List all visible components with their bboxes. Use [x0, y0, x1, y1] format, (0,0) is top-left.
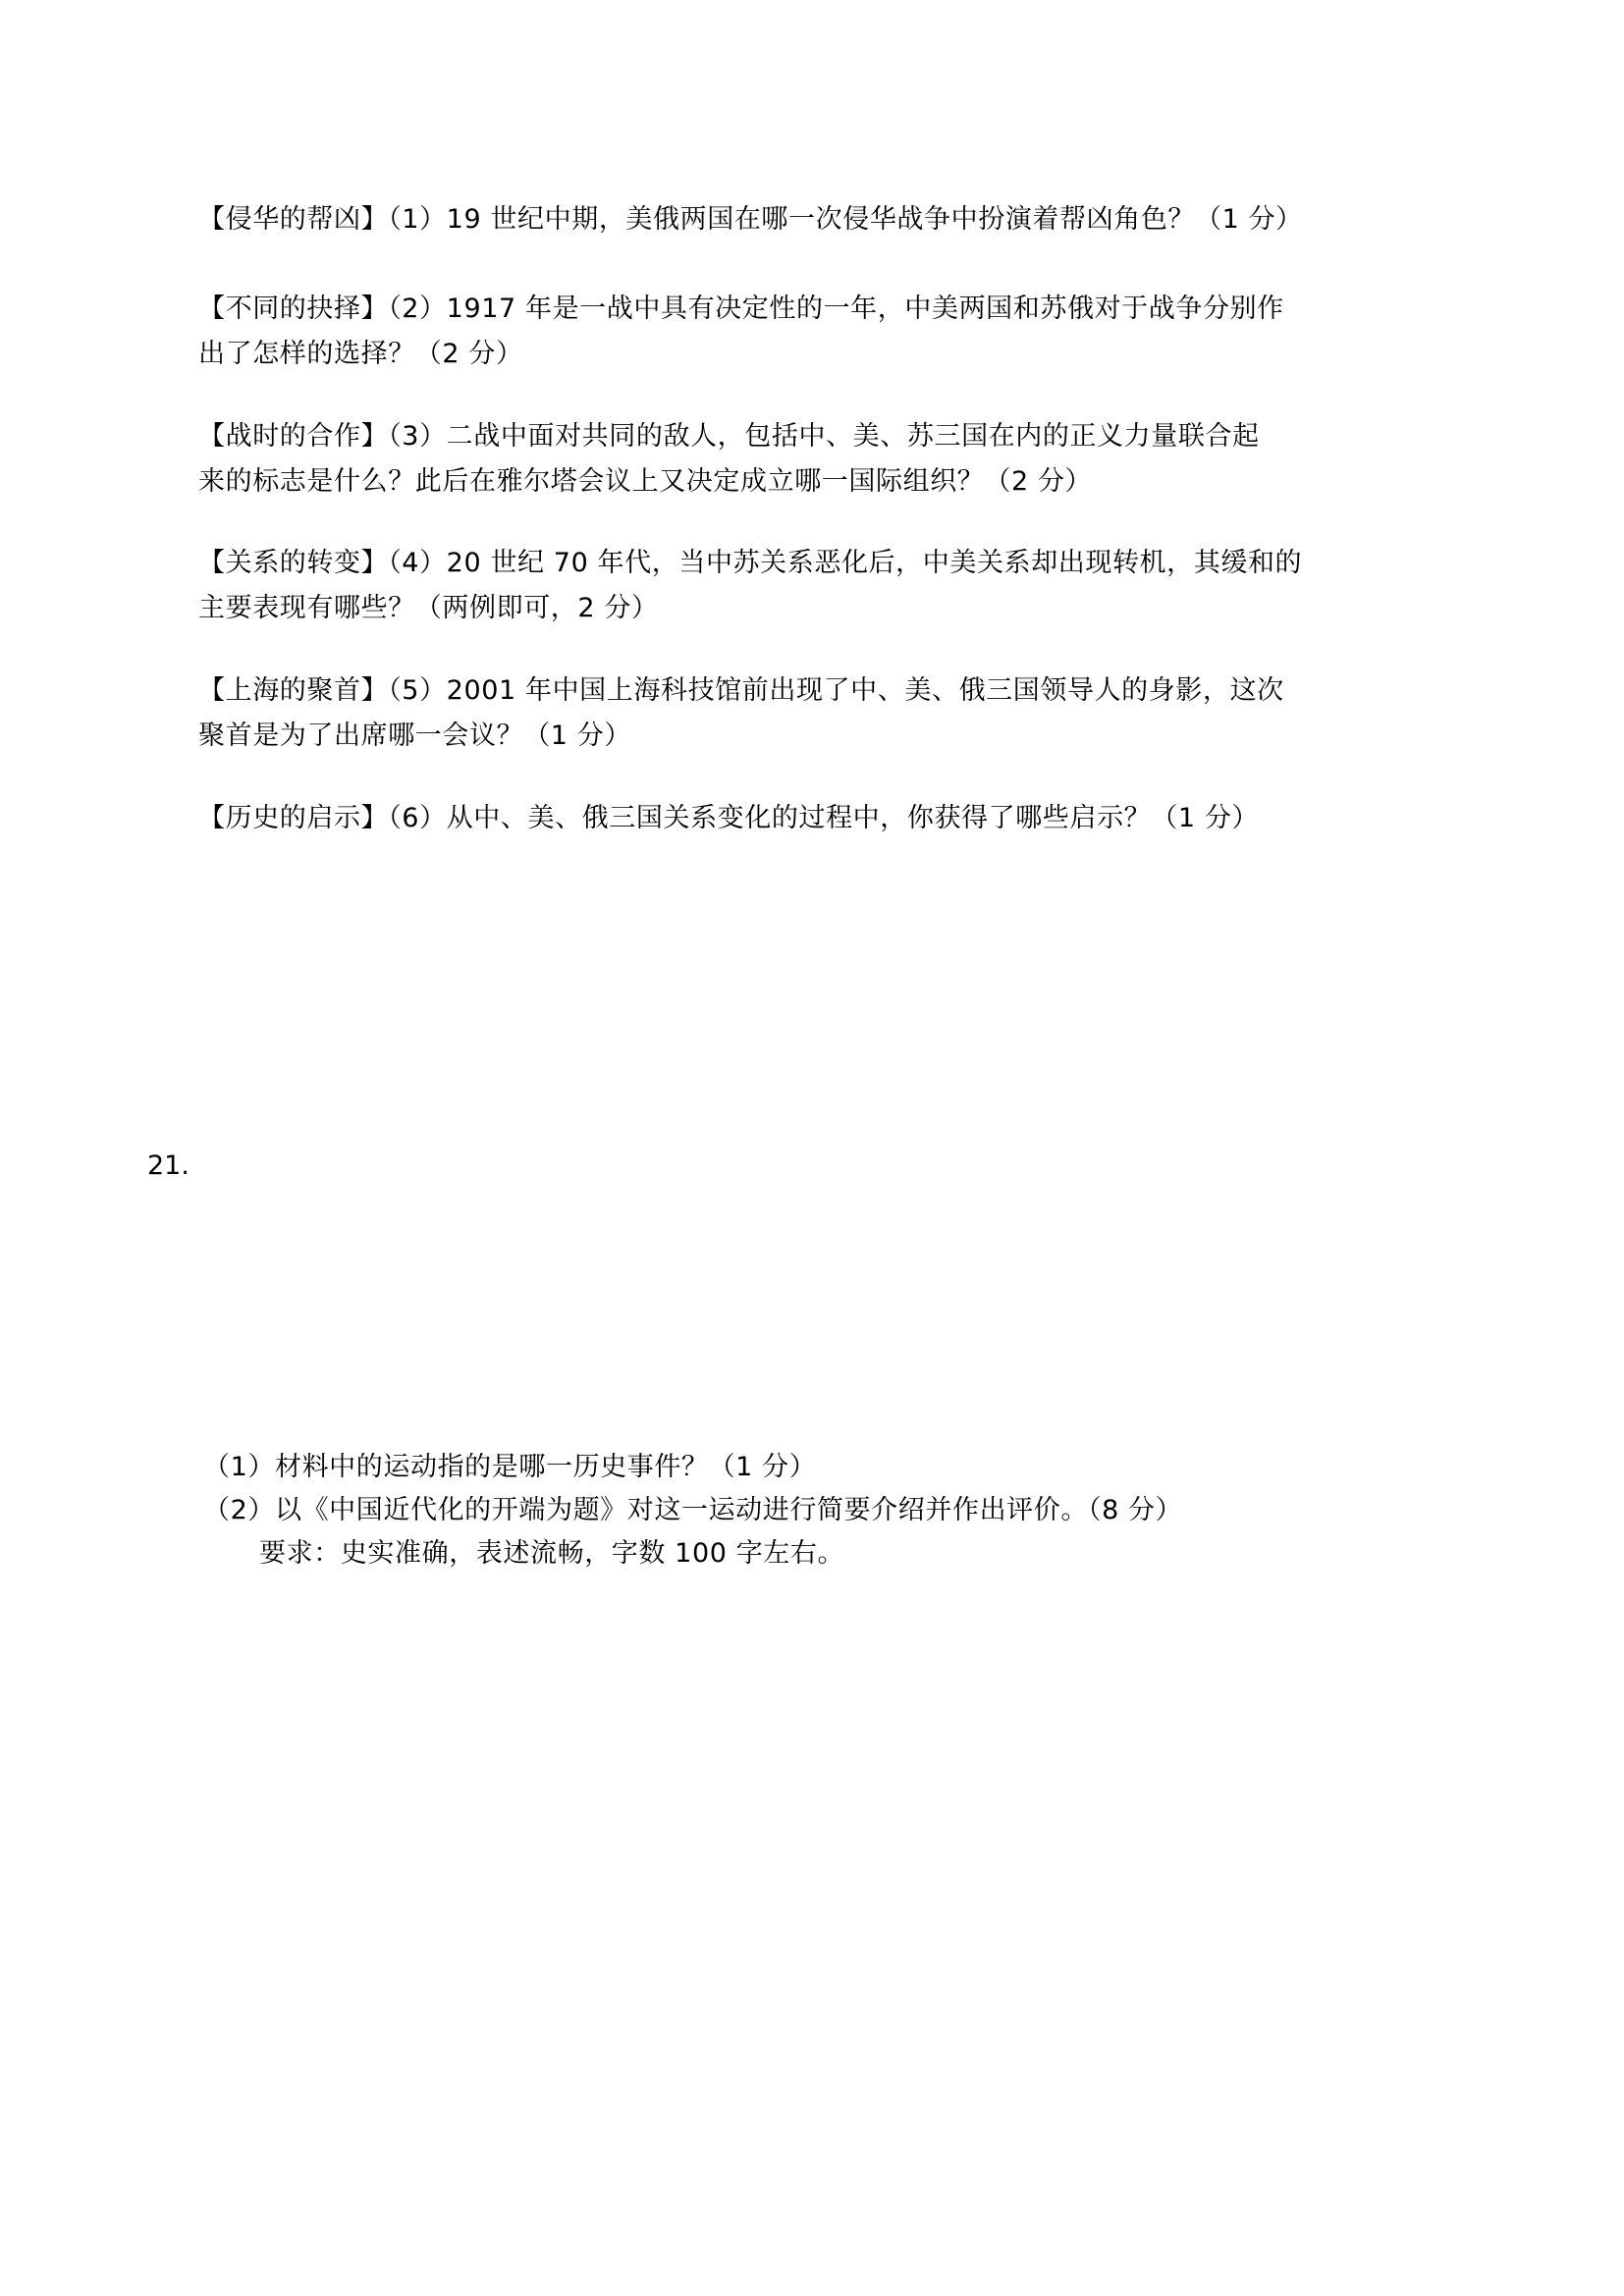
question-21-sub-1: （1）材料中的运动指的是哪一历史事件？（1 分）	[203, 1452, 817, 1482]
question-tag: 【战时的合作】	[198, 421, 389, 452]
question-line	[198, 668, 1357, 714]
question-line	[198, 414, 1357, 459]
question-continuation: 来的标志是什么？此后在雅尔塔会议上又决定成立哪一国际组织？（2 分）	[198, 466, 1093, 497]
question-text: （1）19 世纪中期，美俄两国在哪一次侵华战争中扮演着帮凶角色？（1 分）	[388, 204, 1303, 235]
question-continuation: 主要表现有哪些？（两例即可，2 分）	[198, 593, 659, 623]
question-5	[198, 668, 1357, 759]
question-tag: 【不同的抉择】	[198, 294, 389, 324]
question-text: （3）二战中面对共同的敌人，包括中、美、苏三国在内的正义力量联合起	[388, 421, 1260, 452]
question-line	[198, 287, 1357, 332]
question-text: （5）2001 年中国上海科技馆前出现了中、美、俄三国领导人的身影，这次	[388, 675, 1284, 706]
question-continuation: 出了怎样的选择？（2 分）	[198, 339, 523, 369]
question-21-requirement: 要求：史实准确，表述流畅，字数 100 字左右。	[259, 1538, 845, 1569]
question-text: （4）20 世纪 70 年代，当中苏关系恶化后，中美关系却出现转机，其缓和的	[388, 548, 1303, 578]
question-tag: 【上海的聚首】	[198, 675, 389, 706]
question-21-sub-2: （2）以《中国近代化的开端为题》对这一运动进行简要介绍并作出评价。（8 分）	[203, 1495, 1183, 1525]
question-tag: 【关系的转变】	[198, 548, 389, 578]
question-21-number: 21.	[147, 1150, 189, 1181]
question-line	[198, 541, 1357, 586]
question-tag: 【侵华的帮凶】	[198, 204, 389, 235]
question-line	[198, 197, 1357, 242]
question-line	[198, 796, 1357, 841]
question-3	[198, 414, 1357, 505]
question-1	[198, 197, 1357, 242]
question-text: （6）从中、美、俄三国关系变化的过程中，你获得了哪些启示？（1 分）	[388, 803, 1260, 833]
question-tag: 【历史的启示】	[198, 803, 389, 833]
question-continuation: 聚首是为了出席哪一会议？（1 分）	[198, 721, 631, 751]
question-6	[198, 796, 1357, 841]
question-2	[198, 287, 1357, 377]
question-text: （2）1917 年是一战中具有决定性的一年，中美两国和苏俄对于战争分别作	[388, 294, 1284, 324]
question-4	[198, 541, 1357, 631]
